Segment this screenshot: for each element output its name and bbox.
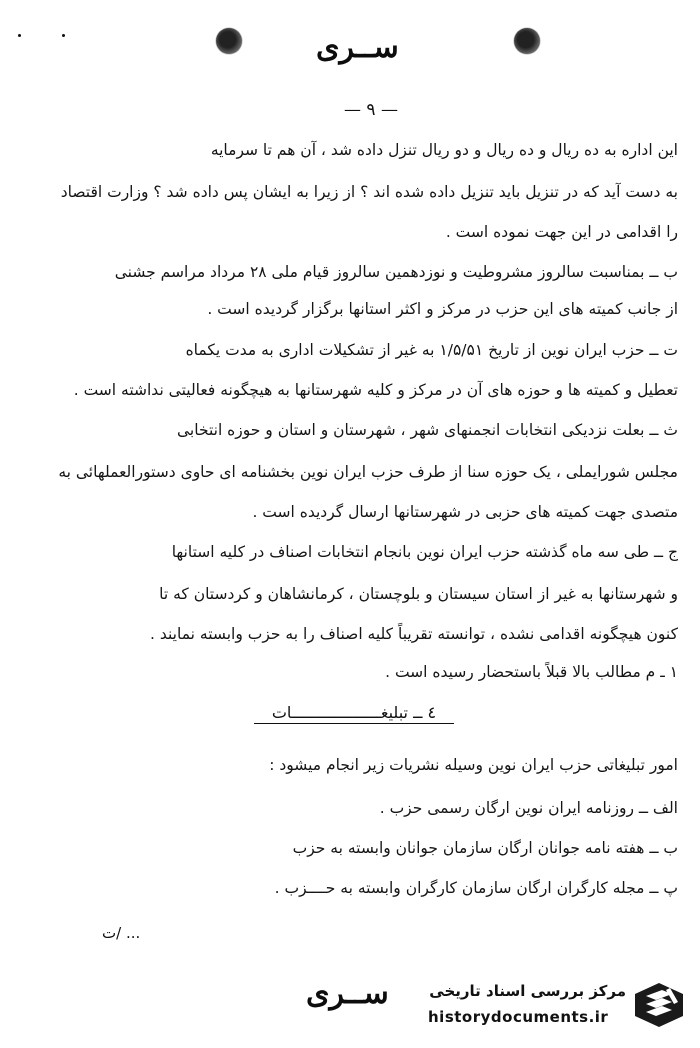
page-number: — ۹ — (344, 100, 398, 120)
archive-watermark (420, 976, 690, 1034)
body-line: و شهرستانها به غیر از استان سیستان و بلوچستان ، کرمانشاهان و کردستان که تا (159, 585, 678, 603)
archive-logo-icon (632, 980, 686, 1030)
punch-hole-left (216, 28, 242, 54)
body-line: ۱ ـ م مطالب بالا قبلاً باستحضار رسیده است . (385, 663, 678, 681)
section-heading: ٤ ــ تبلیغـــــــــــــــــــات (254, 703, 454, 724)
body-line: کنون هیچگونه اقدامی نشده ، توانسته تقریباً کلیه اصناف را به حزب وابسته نمایند . (150, 625, 678, 643)
continuation-reference: ت/ ... (102, 924, 141, 942)
body-line: مجلس شورایملی ، یک حوزه سنا از طرف حزب ایران نوین بخشنامه ای حاوی دستورالعملهائی به (58, 463, 678, 481)
body-line: را اقدامی در این جهت نموده است . (445, 223, 678, 241)
header-classification: ســری (316, 30, 399, 65)
body-line: ث ــ بعلت نزدیکی انتخابات انجمنهای شهر ، شهرستان و استان و حوزه انتخابی (177, 421, 678, 439)
section-line: ب ــ هفته نامه جوانان ارگان سازمان جوانان وابسته به حزب (292, 839, 678, 857)
footer-classification: ســری (306, 976, 389, 1011)
punch-hole-right (514, 28, 540, 54)
body-line: ب ــ بمناسبت سالروز مشروطیت و نوزدهمین سالروز قیام ملی ۲۸ مرداد مراسم جشنی (114, 263, 678, 281)
watermark-title: مرکز بررسی اسناد تاریخی (429, 982, 626, 1000)
body-line: متصدی جهت کمیته های حزبی در شهرستانها ارسال گردیده است . (252, 503, 678, 521)
section-line: الف ــ روزنامه ایران نوین ارگان رسمی حزب . (379, 799, 678, 817)
body-line: تعطیل و کمیته ها و حوزه های آن در مرکز و کلیه شهرستانها به هیچگونه فعالیتی نداشته است . (73, 381, 678, 399)
body-line: به دست آید که در تنزیل باید تنزیل داده شده اند ؟ از زیرا به ایشان پس داده شد ؟ وزارت اقتصاد (60, 183, 678, 201)
body-line: ت ــ حزب ایران نوین از تاریخ ۱/۵/۵۱ به غیر از تشکیلات اداری به مدت یکماه (185, 341, 678, 359)
watermark-url: historydocuments.ir (428, 1008, 609, 1026)
section-line: پ ــ مجله کارگران ارگان سازمان کارگران وابسته به حــــزب . (274, 879, 678, 897)
body-line: از جانب کمیته های این حزب در مرکز و اکثر استانها برگزار گردیده است . (207, 300, 678, 318)
section-line: امور تبلیغاتی حزب ایران نوین وسیله نشریات زیر انجام میشود : (269, 756, 678, 774)
margin-dot (18, 34, 21, 37)
body-line: ج ــ طی سه ماه گذشته حزب ایران نوین بانجام انتخابات اصناف در کلیه استانها (171, 543, 678, 561)
body-line: این اداره به ده ریال و ده ریال و دو ریال تنزل داده شد ، آن هم تا سرمایه (210, 141, 678, 159)
margin-dot (62, 34, 65, 37)
